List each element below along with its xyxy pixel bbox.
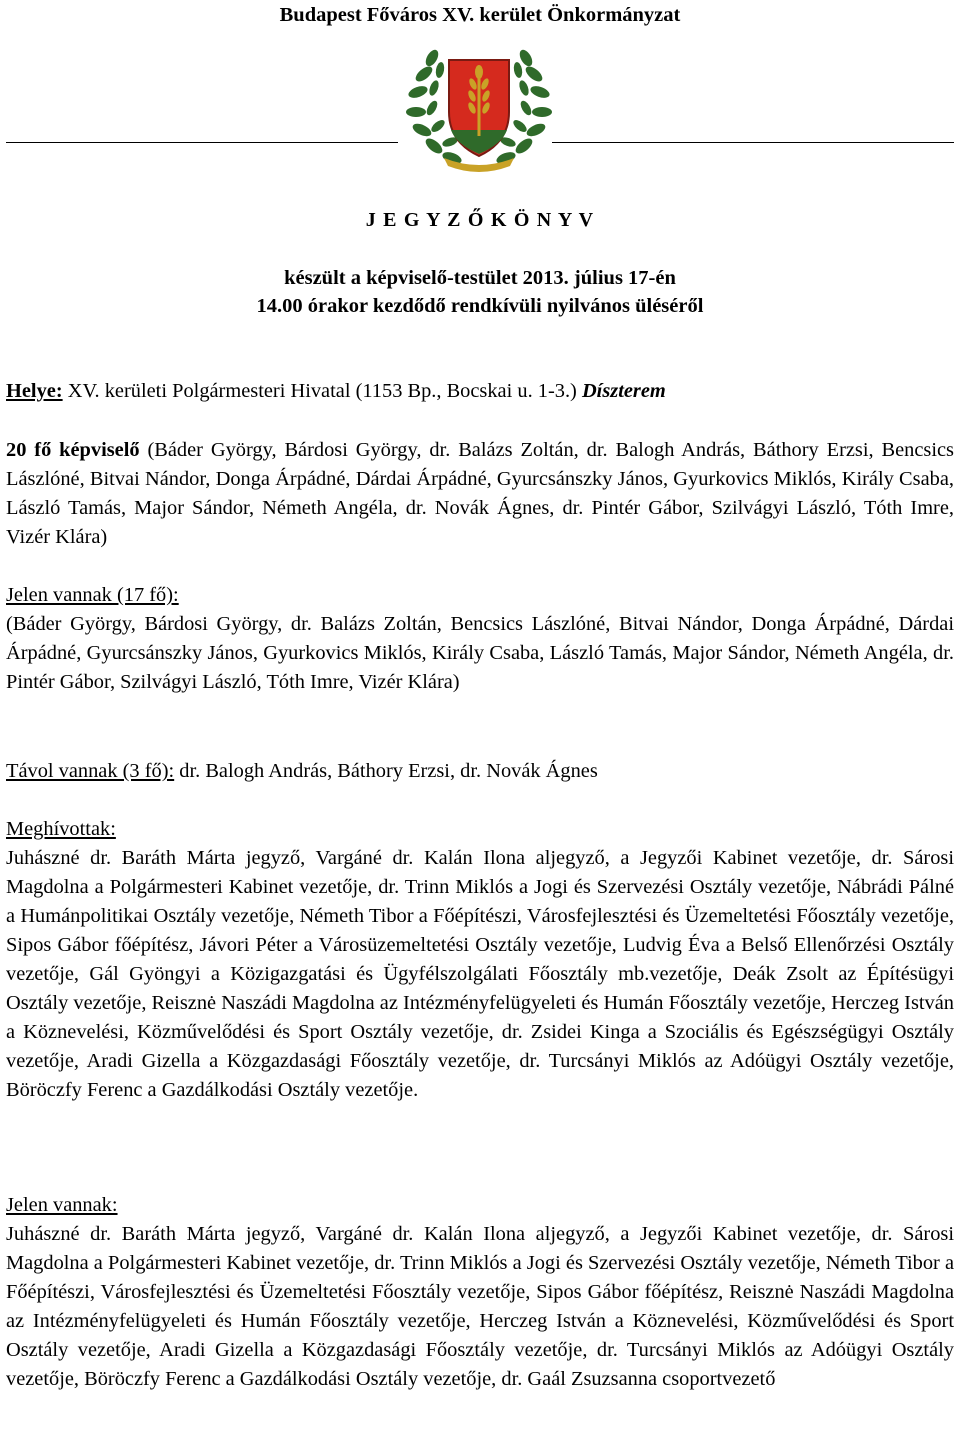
document-subtitle-date: készült a képviselő-testület 2013. július 17-én [284, 267, 676, 289]
members-paragraph [6, 436, 954, 552]
attending-paragraph: Juhászné dr. Baráth Márta jegyző, Vargáné dr. Kalán Ilona aljegyző, a Jegyzői Kabinet vezetője, dr. Sárosi Magdolna a Polgármesteri Kabinet vezetője, dr. Trinn Miklós a Jogi és Szervezési Osztály vezetője, Németh Tibor a Főépítészi, Városfejlesztési és Üzemeltetési Főosztály vezetője, Sipos Gábor főépítész, Reisznė Naszádi Magdolna az Intézményfelügyeleti és Humán Főosztály vezetője, Herczeg István a Köznevelési, Közművelődési és Sport Osztály vezetője, Aradi Gizella a Közgazdasági Főosztály vezetője, dr. Turcsányi Miklós az Adóügyi Osztály vezetője, Böröczfy Ferenc a Gazdálkodási Osztály vezetője, dr. Gaál Zsuzsanna csoportvezető [6, 1223, 954, 1390]
absent-label: Távol vannak (3 fő): [6, 760, 175, 782]
header-divider-right [552, 142, 954, 143]
location-line [6, 380, 666, 403]
members-count: 20 fő képviselő [6, 439, 140, 461]
document-title: J E G Y Z Ő K Ö N Y V [365, 209, 595, 231]
attending-label: Jelen vannak: [6, 1194, 118, 1216]
header-divider-left [6, 142, 398, 143]
present-list: (Báder György, Bárdosi György, dr. Balázs Zoltán, Bencsics Lászlóné, Bitvai Nándor, Donga Árpádné, Dárdai Árpádné, Gyurcsánszky János, Gyurkovics Miklós, Király Csaba, László Tamás, Major Sándor, Németh Angéla, dr. Pintér Gábor, Szilvágyi László, Tóth Imre, Vizér Klára) [6, 613, 954, 693]
absent-line [6, 757, 954, 786]
organization-header: Budapest Főváros XV. kerület Önkormányzat [279, 4, 681, 26]
location-text: XV. kerületi Polgármesteri Hivatal (1153 Bp., Bocskai u. 1-3.) [62, 380, 582, 402]
document-subtitle-session: 14.00 órakor kezdődő rendkívüli nyilvános üléséről [256, 295, 704, 317]
invited-paragraph: Juhászné dr. Baráth Márta jegyző, Vargáné dr. Kalán Ilona aljegyző, a Jegyzői Kabinet vezetője, dr. Sárosi Magdolna a Polgármesteri Kabinet vezetője, dr. Trinn Miklós a Jogi és Szervezési Osztály vezetője, Nábrádi Pálné a Humánpolitikai Osztály vezetője, Németh Tibor a Főépítészi, Városfejlesztési és Üzemeltetési Főosztály vezetője, Sipos Gábor főépítész, Jávori Péter a Városüzemeltetési Osztály vezetője, Ludvig Éva a Belső Ellenőrzési Osztály vezetője, Gál Gyöngyi a Közigazgatási és Ügyfélszolgálati Főosztály mb.vezetője, Deák Zsolt az Építésügyi Osztály vezetője, Reisznė Naszádi Magdolna az Intézményfelügyeleti és Humán Főosztály vezetője, Herczeg István a Köznevelési, Közművelődési és Sport Osztály vezetője, dr. Zsidei Kinga a Szociális és Egészségügyi Osztály vezetője, Aradi Gizella a Közgazdasági Főosztály vezetője, dr. Turcsányi Miklós az Adóügyi Osztály vezetője, Böröczfy Ferenc a Gazdálkodási Osztály vezetője. [6, 847, 954, 1101]
location-label: Helye: [6, 380, 63, 402]
invited-label: Meghívottak: [6, 818, 116, 840]
members-list: (Báder György, Bárdosi György, dr. Balázs Zoltán, dr. Balogh András, Báthory Erzsi, Bencsics Lászlóné, Bitvai Nándor, Donga Árpádné, Dárdai Árpádné, Gyurcsánszky János, Gyurkovics Miklós, Király Csaba, László Tamás, Major Sándor, Németh Angéla, dr. Novák Ágnes, dr. Pintér Gábor, Szilvágyi László, Tóth Imre, Vizér Klára) [6, 439, 954, 548]
coat-of-arms-icon [402, 38, 556, 172]
location-room: Díszterem [581, 380, 666, 402]
absent-list: dr. Balogh András, Báthory Erzsi, dr. Novák Ágnes [174, 760, 598, 782]
present-label: Jelen vannak (17 fő): [6, 584, 179, 606]
